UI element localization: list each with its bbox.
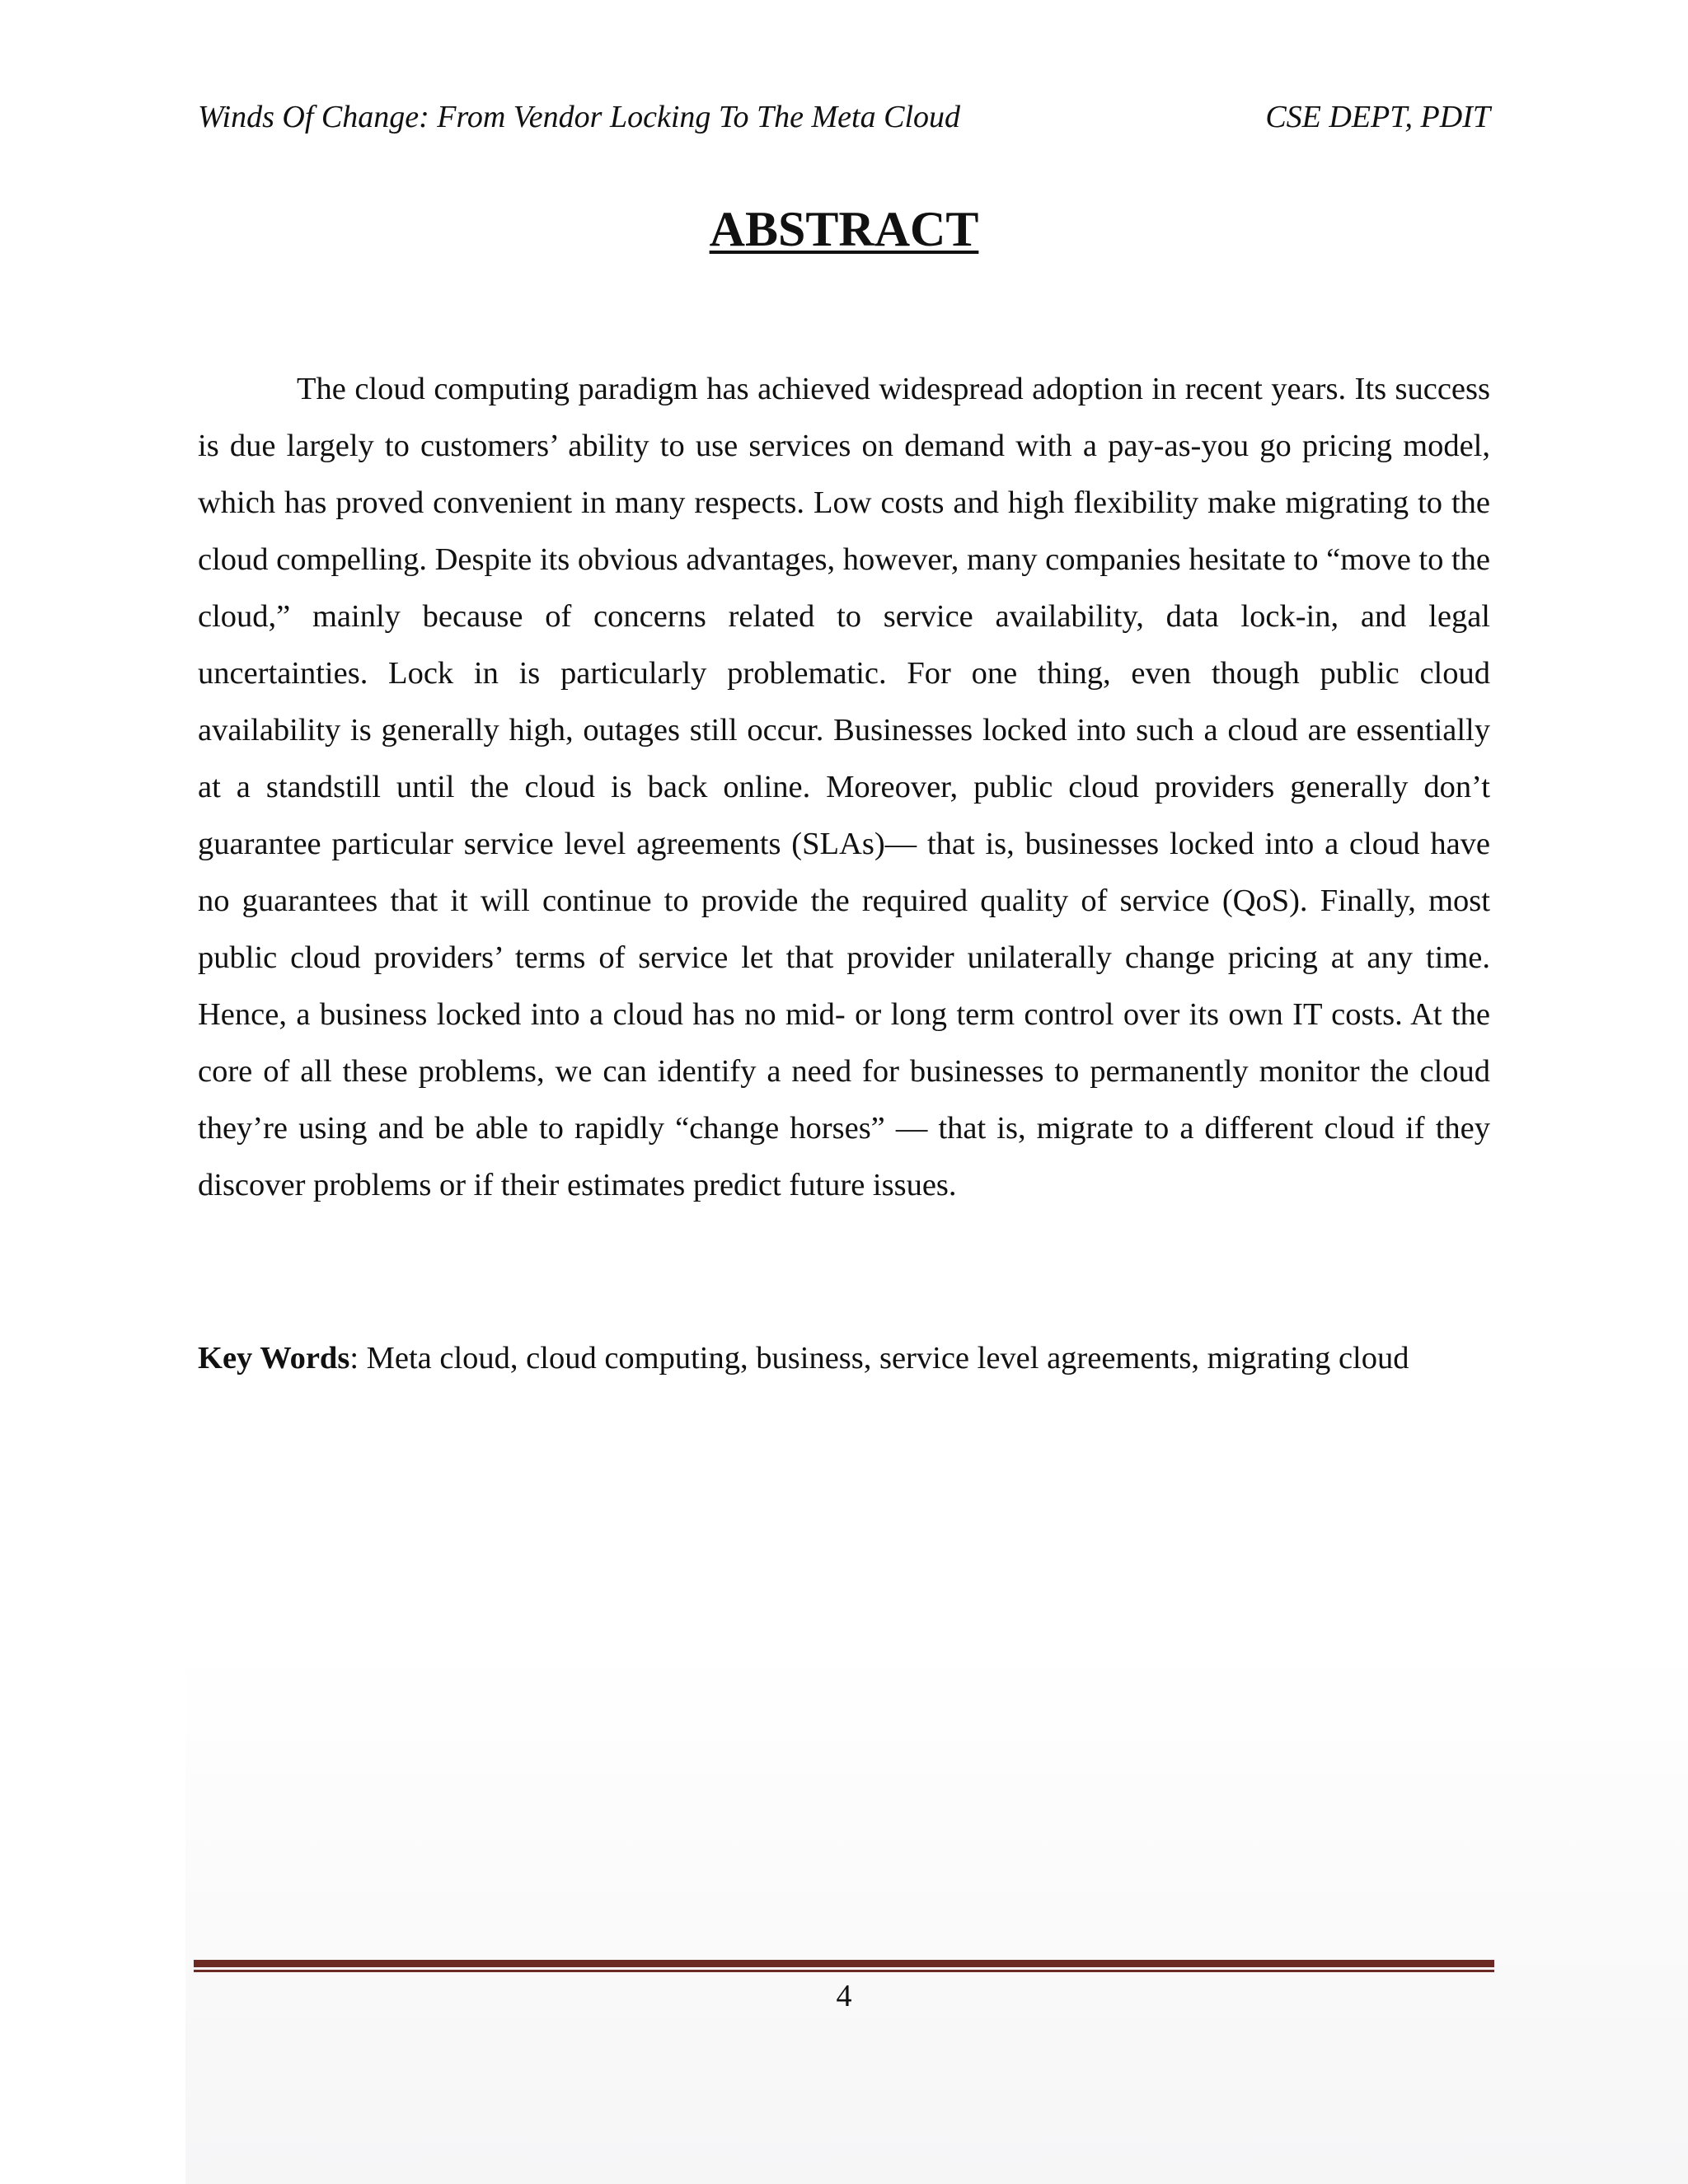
page-shade: [185, 1648, 1688, 2184]
footer-rule-thick: [194, 1960, 1494, 1967]
page-title: [198, 196, 1490, 262]
running-header: [198, 92, 1490, 142]
header-department: CSE DEPT, PDIT: [1265, 100, 1490, 134]
keywords-text: Meta cloud, cloud computing, business, service level agreements, migrating cloud: [366, 1341, 1409, 1376]
page-title-text: ABSTRACT: [709, 202, 979, 256]
page-number: 4: [836, 1979, 852, 2013]
keywords-separator: :: [349, 1341, 367, 1376]
abstract-paragraph: The cloud computing paradigm has achieved widespread adoption in recent years. Its success is due largely to customers’ ability to use services on demand with a pay-as-you go pricing model, which has proved convenient in many respects. Low costs and high flexibility make migrating to the cloud compelling. Despite its obvious advantages, however, many companies hesitate to “move to the cloud,” mainly because of concerns related to service availability, data lock-in, and legal uncertainties. Lock in is particularly problematic. For one thing, even though public cloud availability is generally high, outages still occur. Businesses locked into such a cloud are essentially at a standstill until the cloud is back online. Moreover, public cloud providers generally don’t guarantee particular service level agreements (SLAs)— that is, businesses locked into a cloud have no guarantees that it will continue to provide the required quality of service (QoS). Finally, most public cloud providers’ terms of service let that provider unilaterally change pricing at any time. Hence, a business locked into a cloud has no mid- or long term control over its own IT costs. At the core of all these problems, we can identify a need for businesses to permanently monitor the cloud they’re using and be able to rapidly “change horses” — that is, migrate to a different cloud if they discover problems or if their estimates predict future issues.: [198, 372, 1491, 1202]
keywords-label: Key Words: [198, 1341, 350, 1376]
header-document-title: Winds Of Change: From Vendor Locking To The Meta Cloud: [198, 100, 961, 134]
footer-rule-thin: [194, 1970, 1494, 1972]
keywords-line: [198, 1330, 1517, 1387]
